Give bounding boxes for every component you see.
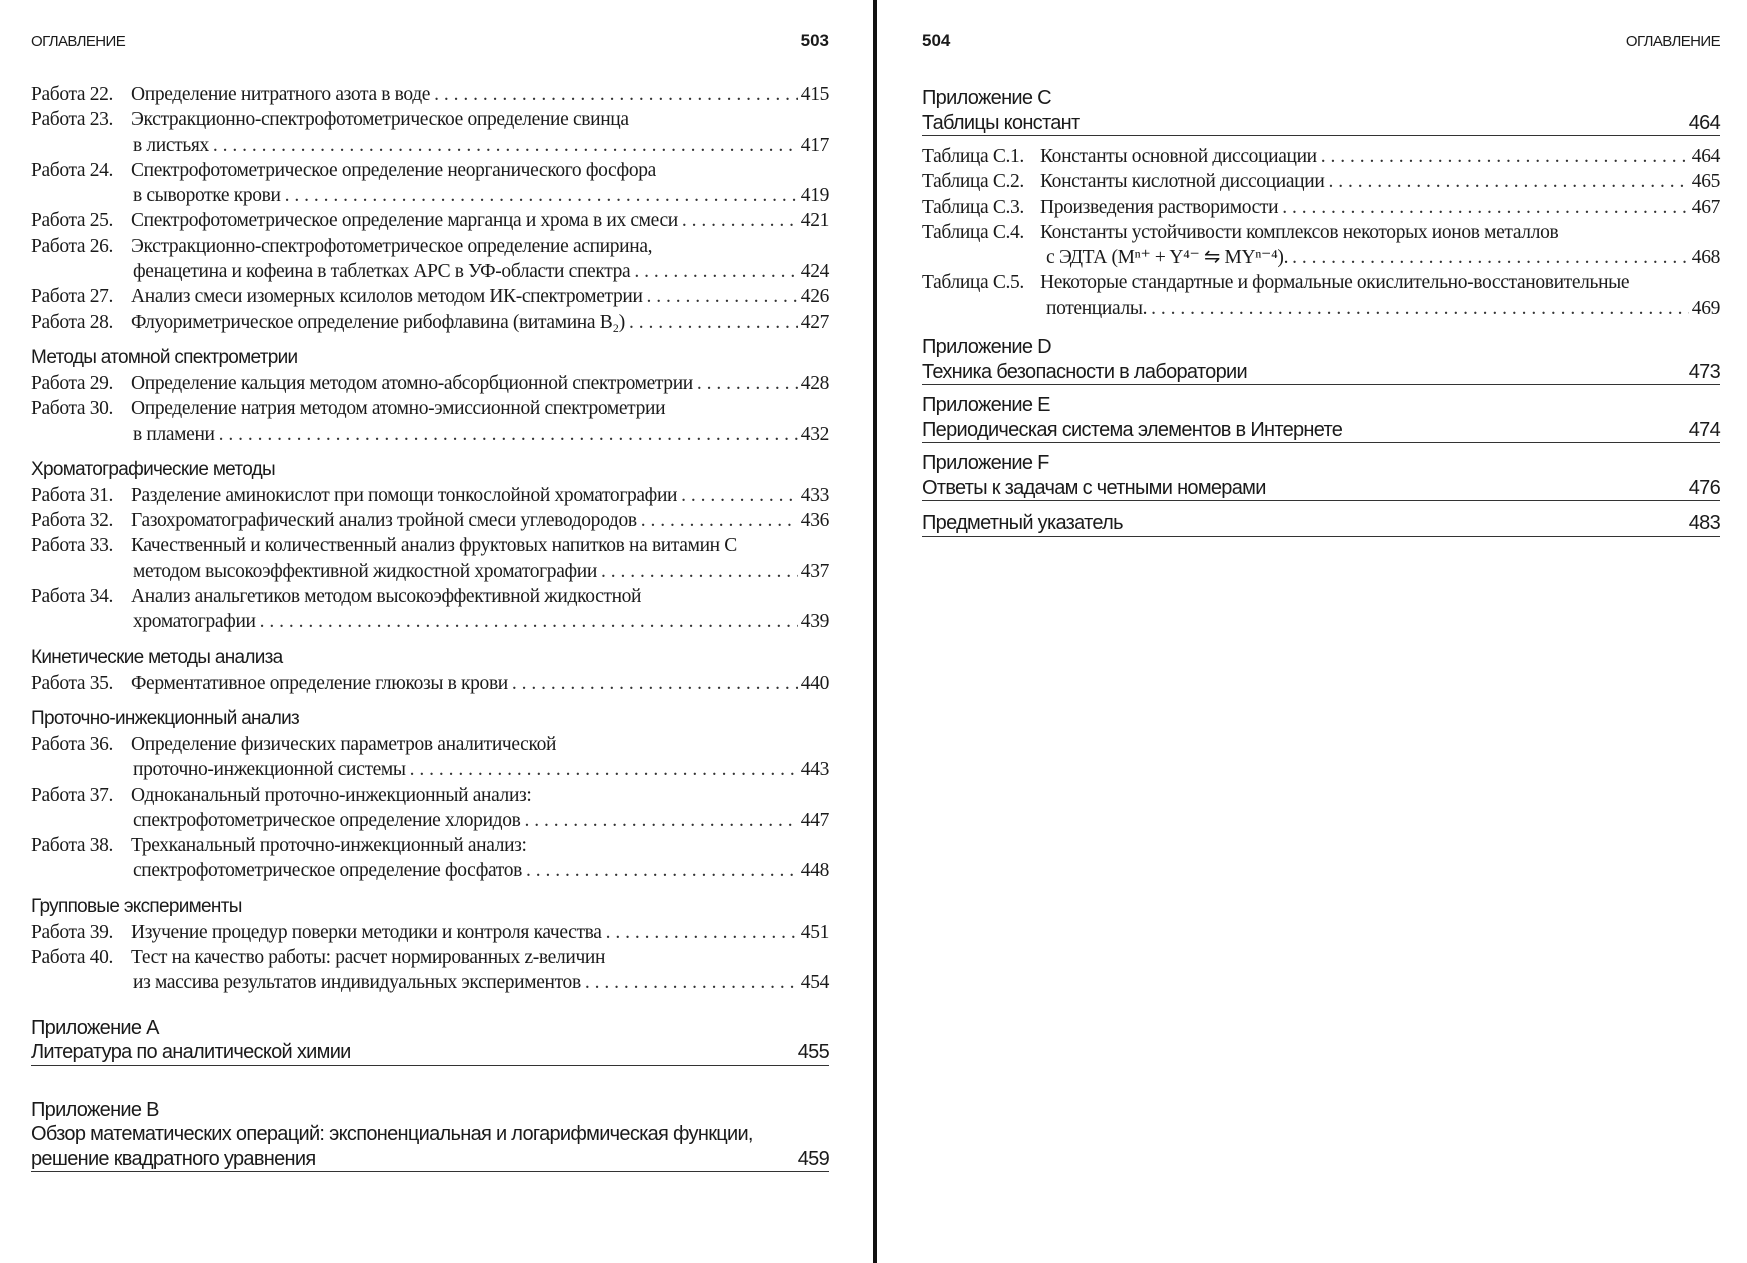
entry-title: в пламени	[133, 423, 215, 445]
toc-entry[interactable]	[31, 508, 829, 533]
appendix-title: Ответы к задачам с четными номерами	[922, 476, 1266, 499]
toc-entry-line	[922, 296, 1720, 321]
toc-entry-line	[31, 671, 829, 696]
appendix-page: 476	[1688, 476, 1720, 499]
appendix-title: Предметный указатель	[922, 512, 1123, 535]
entry-title: Трехканальный проточно-инжекционный анализ:	[131, 835, 527, 857]
table-of-contents	[31, 82, 829, 1172]
entry-label: Работа 22.	[31, 84, 114, 105]
toc-entry-line	[31, 259, 829, 284]
entry-title: Ферментативное определение глюкозы в крови	[131, 672, 508, 694]
entry-title: Произведения растворимости	[1040, 196, 1279, 218]
entry-title: фенацетина и кофеина в таблетках APC в УФ-области спектра	[133, 261, 631, 283]
appendix-line	[922, 511, 1720, 536]
entry-title: Определение нитратного азота в воде	[131, 84, 431, 105]
running-header	[922, 30, 1720, 52]
section-heading: Проточно-инжекционный анализ	[31, 707, 300, 729]
dot-leader	[215, 422, 798, 447]
toc-entry-line	[31, 107, 829, 132]
section-heading: Кинетические методы анализа	[31, 646, 283, 668]
entry-page: 439	[800, 611, 829, 633]
dot-leader	[597, 559, 798, 584]
toc-entry-line	[922, 245, 1720, 270]
entry-label: Работа 37.	[31, 784, 114, 806]
entry-label: Работа 32.	[31, 510, 114, 532]
dot-leader	[520, 808, 797, 833]
entry-label: Таблица С.5.	[922, 272, 1024, 294]
appendix-line	[31, 1016, 829, 1041]
appendix-entry[interactable]	[922, 511, 1720, 537]
toc-entry-line	[31, 533, 829, 558]
section-heading: Хроматографические методы	[31, 458, 276, 480]
toc-entry-line	[31, 422, 829, 447]
entry-title: Константы кислотной диссоциации	[1040, 171, 1325, 193]
appendix-title: Техника безопасности в лаборатории	[922, 360, 1247, 383]
toc-entry-line	[31, 945, 829, 970]
toc-entry[interactable]	[31, 671, 829, 696]
entry-label: Работа 27.	[31, 286, 114, 308]
entry-label: Таблица С.1.	[922, 146, 1024, 167]
toc-entry-line	[31, 483, 829, 508]
appendix-line	[31, 1098, 829, 1123]
toc-entry[interactable]	[31, 208, 829, 233]
entry-label: Таблица С.2.	[922, 171, 1024, 193]
toc-entry-line	[31, 609, 829, 634]
toc-entry[interactable]	[31, 158, 829, 209]
toc-entry[interactable]	[31, 945, 829, 996]
entry-title: Экстракционно-спектрофотометрическое определение свинца	[131, 109, 629, 131]
entry-title: Определение физических параметров аналитической	[131, 733, 557, 755]
entry-title: Спектрофотометрическое определение неорганического фосфора	[131, 159, 656, 181]
entry-page: 468	[1691, 247, 1720, 269]
toc-entry[interactable]	[922, 144, 1720, 169]
appendix-line	[922, 360, 1720, 385]
dot-leader	[677, 483, 798, 508]
toc-entry-line	[31, 82, 829, 107]
dot-leader	[406, 757, 798, 782]
toc-entry-line	[922, 144, 1720, 169]
entry-title: потенциалы.	[1046, 297, 1148, 319]
toc-entry[interactable]	[31, 732, 829, 783]
appendix-entry[interactable]	[922, 393, 1720, 443]
entry-title: Константы основной диссоциации	[1040, 146, 1317, 167]
toc-entry-line	[922, 270, 1720, 295]
entry-label: Работа 26.	[31, 235, 114, 257]
entry-page: 440	[800, 672, 829, 694]
dot-leader	[602, 920, 798, 945]
entry-label: Работа 31.	[31, 484, 114, 506]
entry-title: Качественный и количественный анализ фруктовых напитков на витамин С	[131, 535, 737, 557]
toc-entry-line	[31, 584, 829, 609]
entry-label: Работа 23.	[31, 109, 114, 131]
appendix-line	[922, 476, 1720, 501]
entry-title: хроматографии	[133, 611, 256, 633]
running-title: ОГЛАВЛЕНИЕ	[1625, 33, 1720, 50]
toc-entry[interactable]	[31, 284, 829, 309]
left-page	[31, 0, 829, 1263]
toc-entry[interactable]	[31, 833, 829, 884]
entry-page: 427	[800, 311, 829, 333]
entry-page: 464	[1691, 146, 1720, 167]
dot-leader	[1278, 195, 1689, 220]
appendix-title: Приложение A	[31, 1016, 159, 1039]
toc-entry[interactable]	[922, 220, 1720, 271]
appendix-entry[interactable]	[922, 451, 1720, 501]
entry-title: Определение натрия методом атомно-эмиссионной спектрометрии	[131, 398, 666, 420]
toc-entry-line	[31, 284, 829, 309]
appendix-title: Приложение D	[922, 336, 1051, 359]
entry-label: Таблица С.3.	[922, 196, 1024, 218]
entry-label: Работа 25.	[31, 210, 114, 232]
dot-leader	[678, 208, 798, 233]
appendix-title: Обзор математических операций: экспоненциальная и логарифмическая функции,	[31, 1123, 753, 1146]
toc-entry[interactable]	[31, 82, 829, 107]
toc-entry-line	[31, 310, 829, 335]
entry-label: Работа 35.	[31, 672, 114, 694]
entry-title: Одноканальный проточно-инжекционный анализ:	[131, 784, 532, 806]
toc-entry[interactable]	[31, 107, 829, 158]
dot-leader	[637, 508, 798, 533]
appendix-line	[922, 393, 1720, 418]
right-page	[922, 0, 1720, 1263]
toc-entry-line	[31, 133, 829, 158]
entry-page: 465	[1691, 171, 1720, 193]
appendix-line	[922, 86, 1720, 111]
entry-page: 432	[800, 423, 829, 445]
entry-label: Работа 34.	[31, 586, 114, 608]
dot-leader	[643, 284, 798, 309]
entry-page: 437	[800, 560, 829, 582]
toc-entry-line	[31, 208, 829, 233]
entry-title: Тест на качество работы: расчет нормированных z-величин	[131, 947, 606, 969]
dot-leader	[209, 133, 798, 158]
appendix-title: Приложение C	[922, 87, 1051, 109]
entry-title: спектрофотометрическое определение фосфатов	[133, 860, 522, 882]
appendix-line	[31, 1040, 829, 1065]
entry-page: 426	[800, 286, 829, 308]
dot-leader	[581, 970, 798, 995]
entry-title: Анализ смеси изомерных ксилолов методом ИК-спектрометрии	[131, 286, 643, 308]
toc-entry[interactable]	[31, 483, 829, 508]
dot-leader	[281, 183, 798, 208]
entry-page: 467	[1691, 196, 1720, 218]
appendix-line	[922, 451, 1720, 476]
entry-title: методом высокоэффективной жидкостной хроматографии	[133, 560, 597, 582]
entry-page: 433	[800, 484, 829, 506]
toc-entry-line	[31, 732, 829, 757]
dot-leader	[1317, 144, 1689, 169]
toc-entry[interactable]	[31, 584, 829, 635]
appendix-page: 473	[1688, 360, 1720, 383]
entry-page: 419	[800, 185, 829, 207]
entry-label: Работа 29.	[31, 372, 114, 394]
toc-entry[interactable]	[922, 195, 1720, 220]
entry-title: в листьях	[133, 134, 209, 156]
entry-label: Таблица С.4.	[922, 221, 1024, 243]
appendix-entry[interactable]	[31, 1098, 829, 1173]
page-number: 503	[800, 31, 829, 50]
entry-page: 415	[800, 84, 829, 105]
entry-title: Газохроматографический анализ тройной смеси углеводородов	[131, 510, 637, 532]
appendix-title: Литература по аналитической химии	[31, 1041, 351, 1064]
appendix-entry[interactable]	[31, 1016, 829, 1066]
appendix-line	[31, 1122, 829, 1147]
entry-page: 443	[800, 759, 829, 781]
toc-entry-line	[31, 396, 829, 421]
appendix-line	[31, 1147, 829, 1172]
toc-entry-line	[31, 508, 829, 533]
toc-entry-line	[31, 833, 829, 858]
appendix-title: Приложение F	[922, 452, 1049, 475]
appendix-title: Таблицы констант	[922, 111, 1080, 134]
toc-entry-line	[922, 195, 1720, 220]
toc-entry-line	[31, 183, 829, 208]
entry-title: Разделение аминокислот при помощи тонкослойной хроматографии	[131, 484, 678, 506]
entry-title: в сыворотке крови	[133, 185, 281, 207]
appendix-page: 483	[1688, 512, 1720, 535]
appendix-page: 464	[1688, 111, 1720, 134]
toc-entry[interactable]	[31, 371, 829, 396]
entry-label: Работа 38.	[31, 835, 114, 857]
toc-entry-line	[922, 220, 1720, 245]
dot-leader	[693, 371, 798, 396]
entry-title: из массива результатов индивидуальных экспериментов	[133, 972, 581, 994]
appendix-title: Приложение E	[922, 394, 1050, 417]
toc-entry[interactable]	[31, 396, 829, 447]
entry-label: Работа 36.	[31, 733, 114, 755]
entry-title: Спектрофотометрическое определение марганца и хрома в их смеси	[131, 210, 678, 232]
entry-page: 424	[800, 261, 829, 283]
toc-entry[interactable]	[922, 270, 1720, 321]
toc-entry-line	[31, 783, 829, 808]
toc-entry-line	[31, 757, 829, 782]
toc-entry[interactable]	[31, 783, 829, 834]
entry-title: Флуориметрическое определение рибофлавина (витамина B₂)	[131, 311, 625, 333]
page-number: 504	[922, 31, 951, 50]
entry-title: Определение кальция методом атомно-абсорбционной спектрометрии	[131, 372, 693, 394]
entry-label: Работа 28.	[31, 311, 114, 333]
toc-entry[interactable]	[31, 533, 829, 584]
running-title: ОГЛАВЛЕНИЕ	[31, 33, 126, 50]
dot-leader	[1147, 296, 1689, 321]
dot-leader	[256, 609, 798, 634]
entry-title: Некоторые стандартные и формальные окислительно-восстановительные	[1040, 272, 1630, 294]
entry-page: 447	[800, 809, 829, 831]
entry-title: Анализ анальгетиков методом высокоэффективной жидкостной	[131, 586, 642, 608]
appendix-line	[922, 418, 1720, 443]
dot-leader	[508, 671, 798, 696]
entry-label: Работа 39.	[31, 921, 114, 943]
toc-entry-line	[31, 158, 829, 183]
section-heading: Групповые эксперименты	[31, 895, 242, 917]
toc-entry-line	[31, 920, 829, 945]
toc-entry[interactable]	[31, 234, 829, 285]
dot-leader	[630, 259, 797, 284]
toc-entry-line	[31, 234, 829, 259]
dot-leader	[430, 82, 798, 107]
dot-leader	[1288, 245, 1689, 270]
entry-page: 436	[800, 510, 829, 532]
toc-entry[interactable]	[922, 169, 1720, 194]
entry-page: 448	[800, 860, 829, 882]
dot-leader	[1324, 169, 1688, 194]
appendix-title: решение квадратного уравнения	[31, 1147, 316, 1170]
toc-entry-line	[31, 970, 829, 995]
entry-page: 454	[800, 972, 829, 994]
entry-page: 451	[800, 921, 829, 943]
entry-title: проточно-инжекционной системы	[133, 759, 406, 781]
entry-label: Работа 24.	[31, 159, 114, 181]
dot-leader	[522, 858, 798, 883]
entry-page: 469	[1691, 297, 1720, 319]
entry-title: Константы устойчивости комплексов некоторых ионов металлов	[1040, 221, 1559, 243]
toc-entry-line	[31, 559, 829, 584]
toc-entry-line	[31, 371, 829, 396]
entry-label: Работа 33.	[31, 535, 114, 557]
section-heading: Методы атомной спектрометрии	[31, 346, 298, 368]
toc-entry[interactable]	[31, 920, 829, 945]
toc-entry-line	[31, 808, 829, 833]
entry-title: спектрофотометрическое определение хлоридов	[133, 809, 521, 831]
entry-title: с ЭДТА (Mⁿ⁺ + Y⁴⁻ ⇋ MYⁿ⁻⁴).	[1046, 247, 1289, 269]
appendix-entry[interactable]	[922, 335, 1720, 385]
toc-entry[interactable]	[31, 310, 829, 335]
entry-label: Работа 30.	[31, 398, 114, 420]
entry-page: 421	[800, 210, 829, 232]
appendix-page: 455	[797, 1041, 829, 1064]
table-of-contents	[922, 86, 1720, 545]
entry-page: 417	[800, 134, 829, 156]
appendix-page: 459	[797, 1147, 829, 1170]
toc-entry-line	[31, 858, 829, 883]
entry-title: Изучение процедур поверки методики и контроля качества	[131, 921, 602, 943]
entry-title: Экстракционно-спектрофотометрическое определение аспирина,	[131, 235, 653, 257]
appendix-title: Периодическая система элементов в Интернете	[922, 418, 1343, 441]
entry-label: Работа 40.	[31, 947, 114, 969]
appendix-title: Приложение B	[31, 1098, 159, 1121]
appendix-line	[922, 335, 1720, 360]
running-header	[31, 30, 829, 52]
entry-page: 428	[800, 372, 829, 394]
dot-leader	[625, 310, 798, 335]
page-divider	[873, 0, 877, 1263]
appendix-line	[922, 111, 1720, 136]
toc-entry-line	[922, 169, 1720, 194]
appendix-entry[interactable]	[922, 86, 1720, 136]
appendix-page: 474	[1688, 418, 1720, 441]
